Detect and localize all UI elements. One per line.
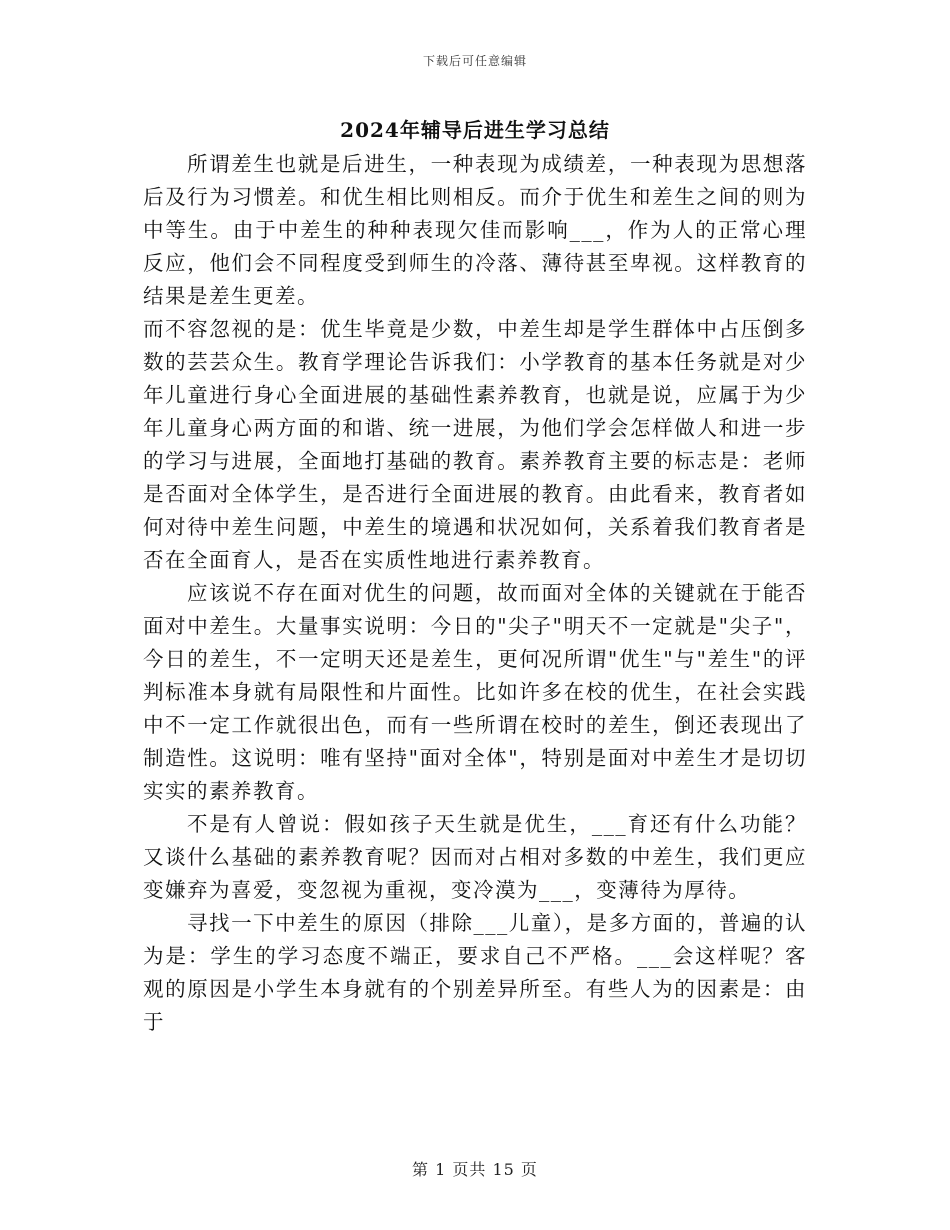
paragraph-5: 寻找一下中差生的原因（排除___儿童），是多方面的，普遍的认为是：学生的学习态度不端正，要求自己不严格。___会这样呢？客观的原因是小学生本身就有的个别差异所至。有些人为的因素是：由于 — [143, 911, 807, 1034]
document-body — [143, 148, 807, 1039]
document-title: 2024年辅导后进生学习总结 — [340, 118, 610, 142]
page-number: 第 1 页共 15 页 — [412, 1160, 538, 1179]
paragraph-4: 不是有人曾说：假如孩子天生就是优生，___育还有什么功能？又谈什么基础的素养教育呢？因而对占相对多数的中差生，我们更应变嫌弃为喜爱，变忽视为重视，变冷漠为___，变薄待为厚待。 — [143, 812, 807, 902]
paragraph-2: 而不容忽视的是：优生毕竟是少数，中差生却是学生群体中占压倒多数的芸芸众生。教育学理论告诉我们：小学教育的基本任务就是对少年儿童进行身心全面进展的基础性素养教育，也就是说，应属于为少年儿童身心两方面的和谐、统一进展，为他们学会怎样做人和进一步的学习与进展，全面地打基础的教育。素养教育主要的标志是：老师是否面对全体学生，是否进行全面进展的教育。由此看来，教育者如何对待中差生问题，中差生的境遇和状况如何，关系着我们教育者是否在全面育人，是否在实质性地进行素养教育。 — [143, 317, 807, 572]
paragraph-1: 所谓差生也就是后进生，一种表现为成绩差，一种表现为思想落后及行为习惯差。和优生相比则相反。而介于优生和差生之间的则为中等生。由于中差生的种种表现欠佳而影响___，作为人的正常心理反应，他们会不同程度受到师生的冷落、薄待甚至卑视。这样教育的结果是差生更差。 — [143, 152, 807, 308]
paragraph-3: 应该说不存在面对优生的问题，故而面对全体的关键就在于能否面对中差生。大量事实说明：今日的"尖子"明天不一定就是"尖子"，今日的差生，不一定明天还是差生，更何况所谓"优生"与"差生"的评判标准本身就有局限性和片面性。比如许多在校的优生，在社会实践中不一定工作就很出色，而有一些所谓在校时的差生，倒还表现出了制造性。这说明：唯有坚持"面对全体"，特别是面对中差生才是切切实实的素养教育。 — [143, 581, 807, 803]
page-header-note: 下载后可任意编辑 — [422, 54, 527, 68]
